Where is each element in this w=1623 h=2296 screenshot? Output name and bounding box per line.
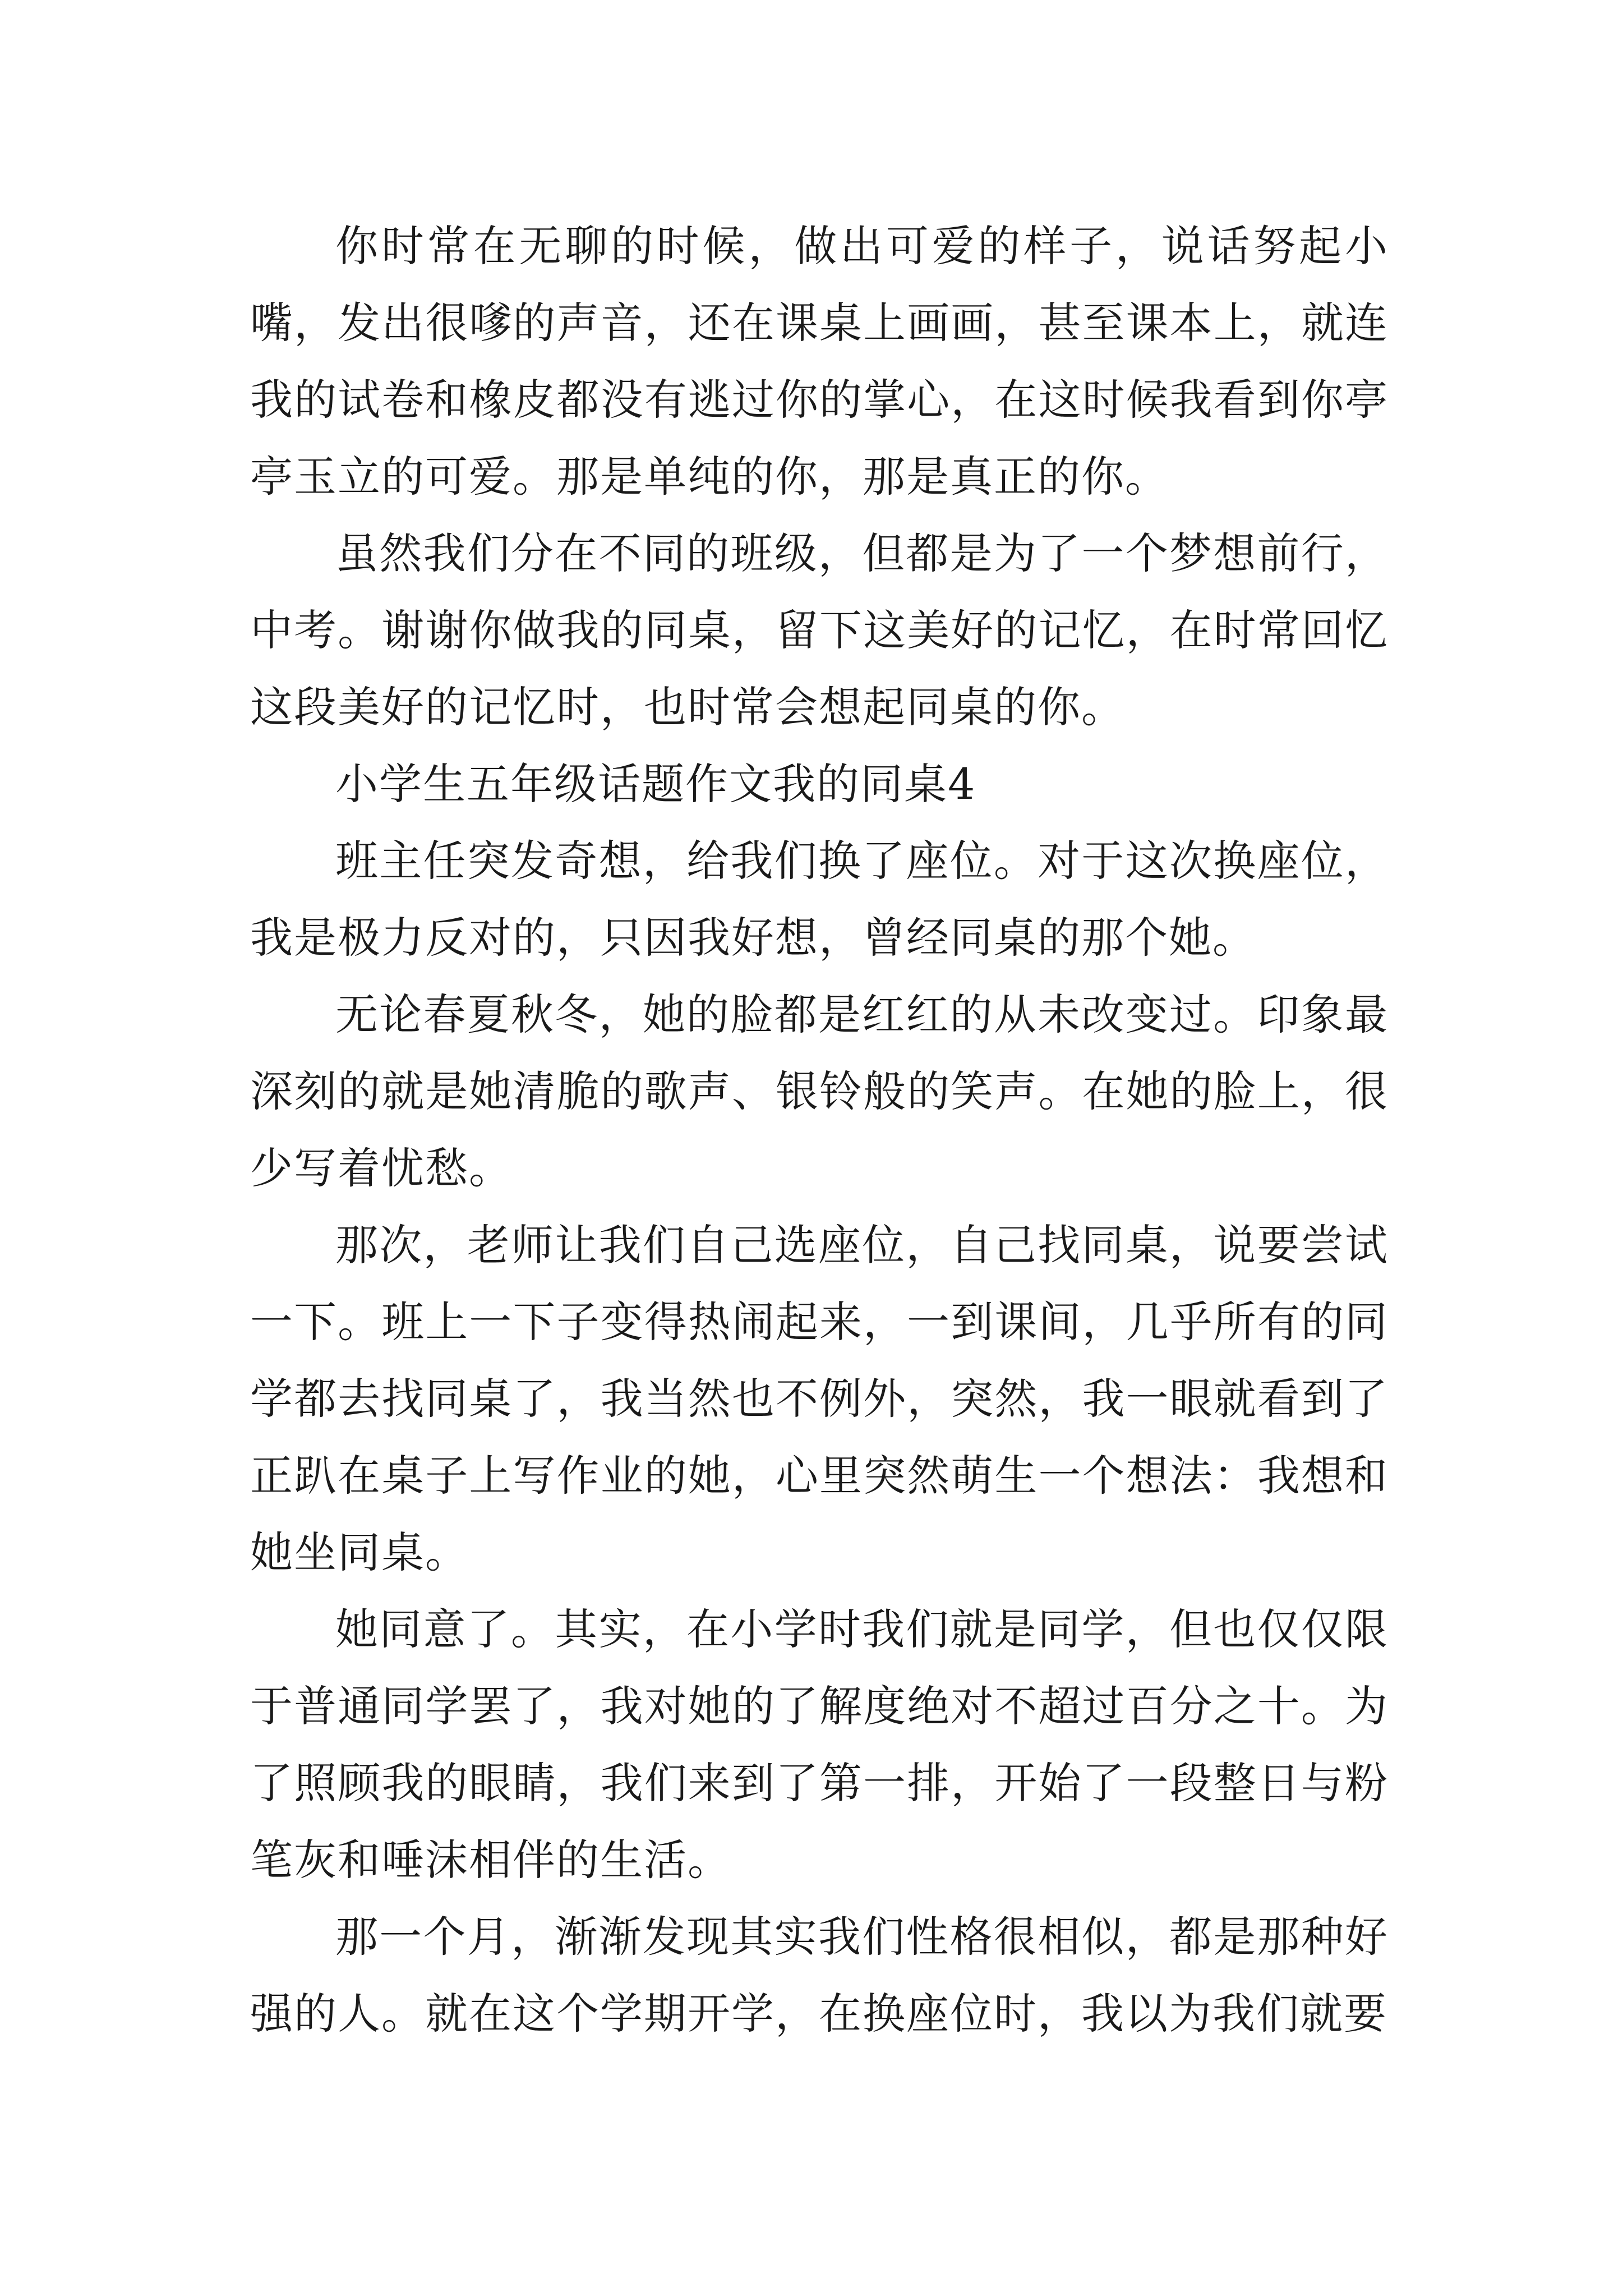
paragraph-6: 她同意了。其实，在小学时我们就是同学，但也仅仅限于普通同学罢了，我对她的了解度绝对不超过百分之十。为了照顾我的眼睛，我们来到了第一排，开始了一段整日与粉笔灰和唾沫相伴的生活。	[250, 1604, 1389, 1885]
paragraph-7: 那一个月，渐渐发现其实我们性格很相似，都是那种好强的人。就在这个学期开学，在换座位时，我以为我们就要	[250, 1912, 1389, 2039]
section-heading: 小学生五年级话题作文我的同桌4	[335, 759, 976, 809]
paragraph-5: 那次，老师让我们自己选座位，自己找同桌，说要尝试一下。班上一下子变得热闹起来，一到课间，几乎所有的同学都去找同桌了，我当然也不例外，突然，我一眼就看到了正趴在桌子上写作业的她，心里突然萌生一个想法：我想和她坐同桌。	[250, 1220, 1389, 1577]
paragraph-2: 虽然我们分在不同的班级，但都是为了一个梦想前行，中考。谢谢你做我的同桌，留下这美好的记忆，在时常回忆这段美好的记忆时，也时常会想起同桌的你。	[250, 528, 1389, 732]
paragraph-3: 班主任突发奇想，给我们换了座位。对于这次换座位，我是极力反对的，只因我好想，曾经同桌的那个她。	[250, 836, 1389, 963]
document-body	[250, 208, 1389, 2052]
paragraph-4: 无论春夏秋冬，她的脸都是红红的从未改变过。印象最深刻的就是她清脆的歌声、银铃般的笑声。在她的脸上，很少写着忧愁。	[250, 990, 1389, 1193]
paragraph-1: 你时常在无聊的时候，做出可爱的样子，说话努起小嘴，发出很嗲的声音，还在课桌上画画，甚至课本上，就连我的试卷和橡皮都没有逃过你的掌心，在这时候我看到你亭亭玉立的可爱。那是单纯的你，那是真正的你。	[250, 221, 1389, 501]
